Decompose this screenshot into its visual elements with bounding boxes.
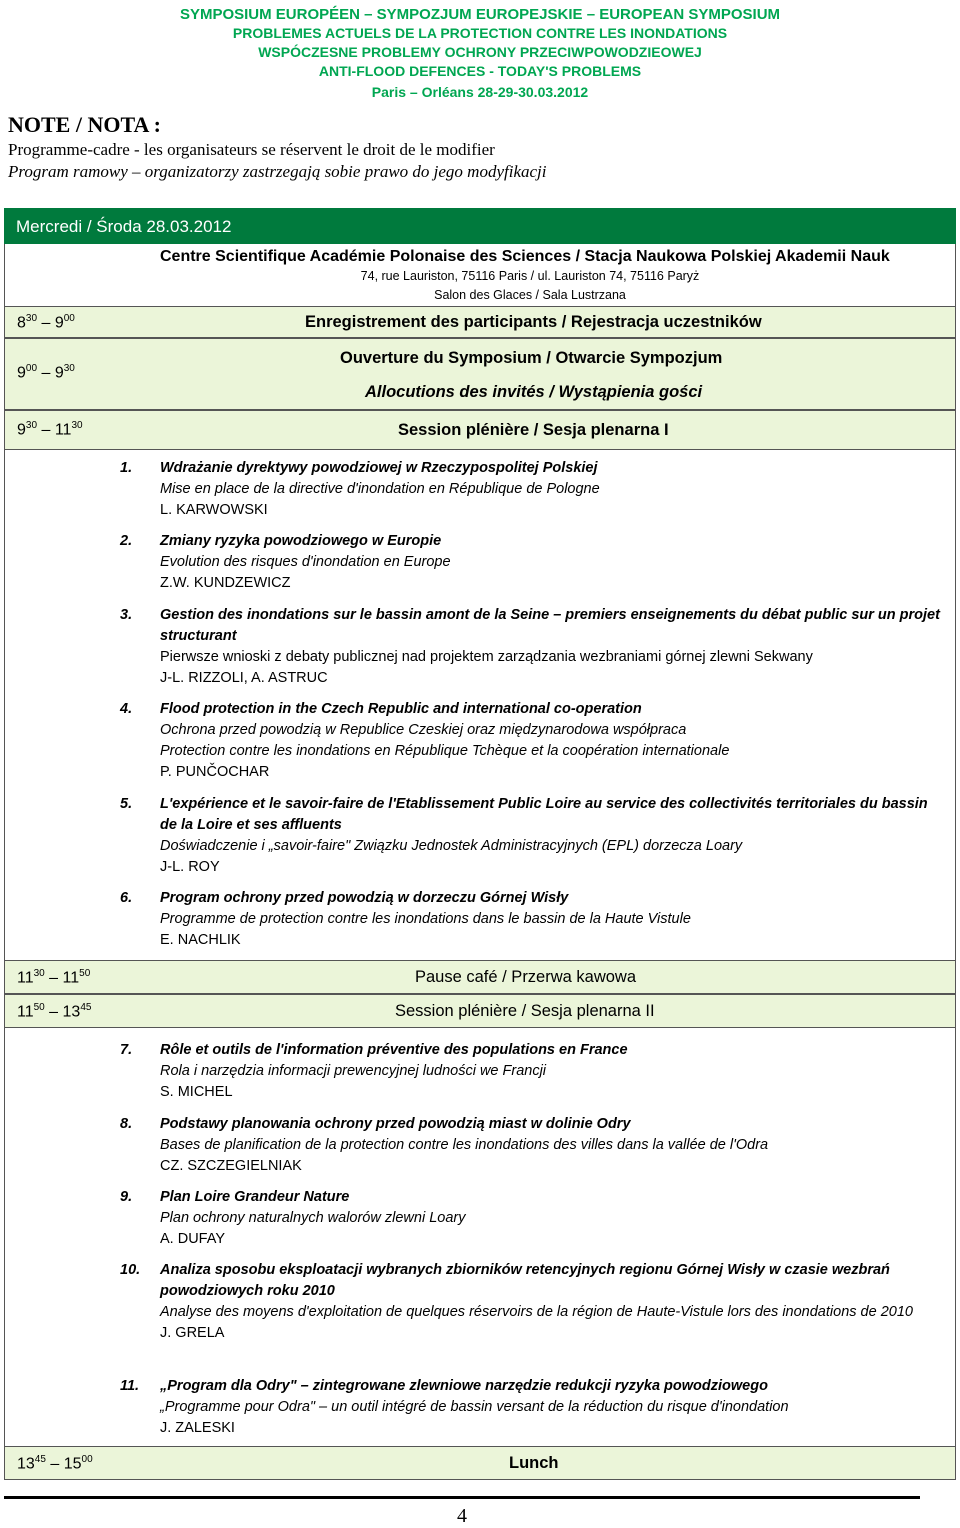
row-title: Session plénière / Sesja plenarna I — [398, 421, 669, 439]
row-title: Enregistrement des participants / Rejestracja uczestników — [305, 313, 762, 331]
row-title: Session plénière / Sesja plenarna II — [395, 1002, 655, 1020]
schedule-row-coffee — [4, 960, 956, 994]
schedule-row-lunch — [4, 1446, 956, 1480]
symposium-title: SYMPOSIUM EUROPÉEN – SYMPOZJUM EUROPEJSKIE – EUROPEAN SYMPOSIUM — [179, 6, 781, 23]
footer-rule — [4, 1496, 920, 1499]
day-header: Mercredi / Środa 28.03.2012 — [4, 208, 956, 244]
venue-room: Salon des Glaces / Sala Lustrzana — [434, 288, 626, 302]
list-item: 3. Gestion des inondations sur le bassin amont de la Seine – premiers enseignements du débat public sur un projet structurant Pierwsze wnioski z debaty publicznej nad projektem zarządzania wezbraniami górnej zlewni Sekwany J-L. RIZZOLI, A. ASTRUC — [120, 607, 940, 686]
page-number: 4 — [457, 1505, 467, 1527]
note-title: NOTE / NOTA : — [8, 112, 162, 137]
list-item: 8. Podstawy planowania ochrony przed powodzią miast w dolinie Odry Bases de planification de la protection contre les inondations des villes dans la vallée de l'Odra CZ. SZCZEGIELNIAK — [120, 1116, 769, 1174]
list-item: 10. Analiza sposobu eksploatacji wybranych zbiorników retencyjnych regionu Górnej Wisły w czasie wezbrań powodziowych roku 2010 Analyse des moyens d'exploitation de quelques réservoirs de la région de Haute-Vistule lors des inondations de 2010 J. GRELA — [120, 1262, 913, 1341]
schedule-row-opening — [4, 338, 956, 410]
list-item: 1. Wdrażanie dyrektywy powodziowej w Rzeczypospolitej Polskiej Mise en place de la directive d'inondation en République de Pologne L. KARWOWSKI — [120, 460, 600, 518]
time-range: $13^{45} - 15^{00}$ — [17, 1454, 93, 1473]
list-item: 5. L'expérience et le savoir-faire de l'Etablissement Public Loire au service des collectivités territoriales du bassin de la Loire et ses affluents Doświadczenie i „savoir-faire" Związku Jednostek Administracyjnych (EPL) dorzecza Loary J-L. ROY — [120, 796, 928, 875]
row-title: Pause café / Przerwa kawowa — [415, 968, 637, 986]
note-line-fr: Programme-cadre - les organisateurs se réservent le droit de le modifier — [8, 140, 495, 159]
schedule-row-registration — [4, 306, 956, 338]
list-item: 9. Plan Loire Grandeur Nature Plan ochrony naturalnych walorów zlewni Loary A. DUFAY — [120, 1189, 466, 1247]
symposium-subtitle-en: ANTI-FLOOD DEFENCES - TODAY'S PROBLEMS — [318, 63, 642, 79]
symposium-subtitle-pl: WSPÓCZESNE PROBLEMY OCHRONY PRZECIWPOWODZIEOWEJ — [258, 44, 702, 60]
time-range: $11^{30} - 11^{50}$ — [17, 968, 91, 987]
symposium-subtitle-fr: PROBLEMES ACTUELS DE LA PROTECTION CONTRE LES INONDATIONS — [232, 25, 728, 41]
row-title: Ouverture du Symposium / Otwarcie Sympozjum — [340, 349, 723, 367]
venue-name: Centre Scientifique Académie Polonaise des Sciences / Stacja Naukowa Polskiej Akademii Nauk — [160, 248, 890, 265]
venue-address: 74, rue Lauriston, 75116 Paris / ul. Lauriston 74, 75116 Paryż — [360, 269, 700, 283]
list-item: 4. Flood protection in the Czech Republic and international co-operation Ochrona przed powodzią w Republice Czeskiej oraz międzynarodowa współpraca Protection contre les inondations en République Tchèque et la coopération internationale P. PUNČOCHAR — [120, 701, 730, 780]
time-range: $11^{50} - 13^{45}$ — [17, 1002, 92, 1021]
time-range: $8^{30} - 9^{00}$ — [17, 313, 75, 332]
note-line-pl: Program ramowy – organizatorzy zastrzegają sobie prawo do jego modyfikacji — [8, 162, 547, 181]
schedule-row-session1 — [4, 410, 956, 450]
row-title: Lunch — [509, 1454, 559, 1472]
list-item: 2. Zmiany ryzyka powodziowego w Europie Evolution des risques d'inondation en Europe Z.W. KUNDZEWICZ — [120, 533, 451, 591]
list-item: 6. Program ochrony przed powodzią w dorzeczu Górnej Wisły Programme de protection contre les inondations dans le bassin de la Haute Vistule E. NACHLIK — [120, 890, 691, 948]
schedule-row-session2 — [4, 994, 956, 1028]
list-item: 7. Rôle et outils de l'information préventive des populations en France Rola i narzędzia informacji prewencyjnej ludności we Francji S. MICHEL — [120, 1042, 628, 1100]
symposium-dates: Paris – Orléans 28-29-30.03.2012 — [371, 84, 589, 100]
time-range: $9^{30} - 11^{30}$ — [17, 420, 83, 439]
time-range: $9^{00} - 9^{30}$ — [17, 363, 75, 382]
row-subtitle: Allocutions des invités / Wystąpienia gości — [365, 383, 703, 401]
list-item: 11. „Program dla Odry" – zintegrowane zlewniowe narzędzie redukcji ryzyka powodziowego „Programme pour Odra" – un outil intégré de bassin versant de la réduction du risque d'inondation J. ZALESKI — [120, 1378, 789, 1436]
